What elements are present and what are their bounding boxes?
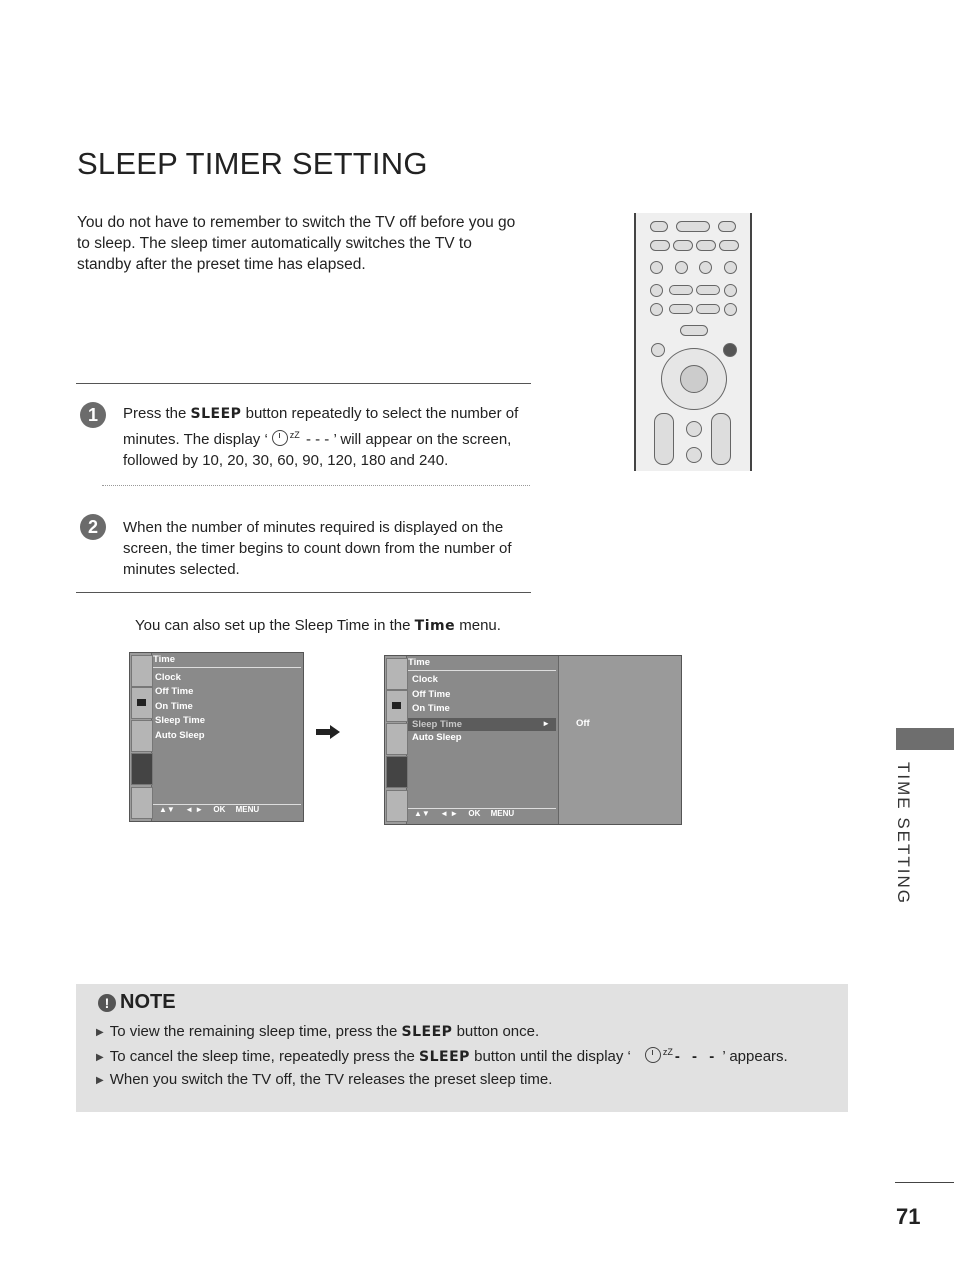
option-icon <box>131 787 153 819</box>
menu-item-sleep-time: Sleep Time <box>155 715 205 726</box>
intro-text: You do not have to remember to switch the TV off before you go to sleep. The sleep timer automatically switches the TV to standby after the preset time has elapsed. <box>77 214 516 273</box>
menu-item-clock: Clock <box>155 672 181 683</box>
menu-item-on-time: On Time <box>155 701 193 712</box>
menu-item-on-time: On Time <box>412 703 450 714</box>
menu-footer: ▲▼ ◄ ► OK MENU <box>153 804 301 820</box>
sleep-time-menu-screenshot <box>384 655 682 825</box>
also-text: You can also set up the Sleep Time in the Time menu. <box>135 617 501 634</box>
page-title: SLEEP TIMER SETTING <box>77 146 428 181</box>
step-2-text: When the number of minutes required is displayed on the screen, the timer begins to count down from the number of minutes selected. <box>123 519 512 578</box>
time-menu-screenshot <box>129 652 304 822</box>
page-number-rule <box>895 1182 954 1183</box>
divider <box>76 383 531 384</box>
note-item-2: ▶ To cancel the sleep time, repeatedly press the SLEEP button until the display ‘ $^{zZ}$ - - - ’ appears. <box>96 1047 788 1065</box>
audio-icon <box>386 723 408 755</box>
menu-item-clock: Clock <box>412 674 438 685</box>
menu-item-auto-sleep: Auto Sleep <box>155 730 205 741</box>
section-tab-label: TIME SETTING <box>894 762 913 905</box>
divider <box>76 592 531 593</box>
menu-item-sleep-time-selected: Sleep Time ► <box>408 718 556 731</box>
audio-icon <box>131 720 153 752</box>
menu-item-off-time: Off Time <box>155 686 194 697</box>
setup-icon <box>131 655 153 687</box>
picture-icon <box>386 690 408 722</box>
step-number-1: 1 <box>80 402 106 428</box>
menu-item-auto-sleep: Auto Sleep <box>412 732 462 743</box>
menu-icon-column <box>385 656 407 824</box>
note-item-1: ▶ To view the remaining sleep time, press the SLEEP button once. <box>96 1023 540 1040</box>
time-menu-label: Time <box>414 618 456 634</box>
dotted-divider <box>102 485 530 486</box>
section-tab-marker <box>896 728 954 750</box>
menu-icon-column <box>130 653 152 821</box>
menu-header: Time <box>153 654 301 668</box>
setup-icon <box>386 658 408 690</box>
note-title: NOTE <box>120 991 176 1013</box>
warning-icon: ! <box>98 994 116 1012</box>
option-icon <box>386 790 408 822</box>
picture-icon <box>131 687 153 719</box>
page-number: 71 <box>896 1204 921 1229</box>
sleep-time-value: Off <box>576 718 590 729</box>
menu-item-off-time: Off Time <box>412 689 451 700</box>
right-arrow-icon <box>316 725 340 739</box>
step-1-text: Press the SLEEP button repeatedly to select the number of minutes. The display ‘ $^{zZ}$ - - - ’ will appear on the screen, followed by 10, 20, 30, 60, 90, 120, 180 and 240. <box>123 405 519 469</box>
step-number-2: 2 <box>80 514 106 540</box>
sleep-key-label: SLEEP <box>190 406 242 422</box>
sleep-timer-icon <box>645 1047 661 1063</box>
note-item-3: ▶ When you switch the TV off, the TV releases the preset sleep time. <box>96 1071 553 1088</box>
submenu-arrow-icon: ► <box>542 719 550 728</box>
time-icon <box>131 753 153 785</box>
time-icon <box>386 756 408 788</box>
menu-header: Time <box>408 657 556 671</box>
menu-footer: ▲▼ ◄ ► OK MENU <box>408 808 556 823</box>
sleep-timer-icon <box>272 430 288 446</box>
remote-control-illustration <box>634 213 752 471</box>
sleep-time-submenu <box>558 656 681 824</box>
